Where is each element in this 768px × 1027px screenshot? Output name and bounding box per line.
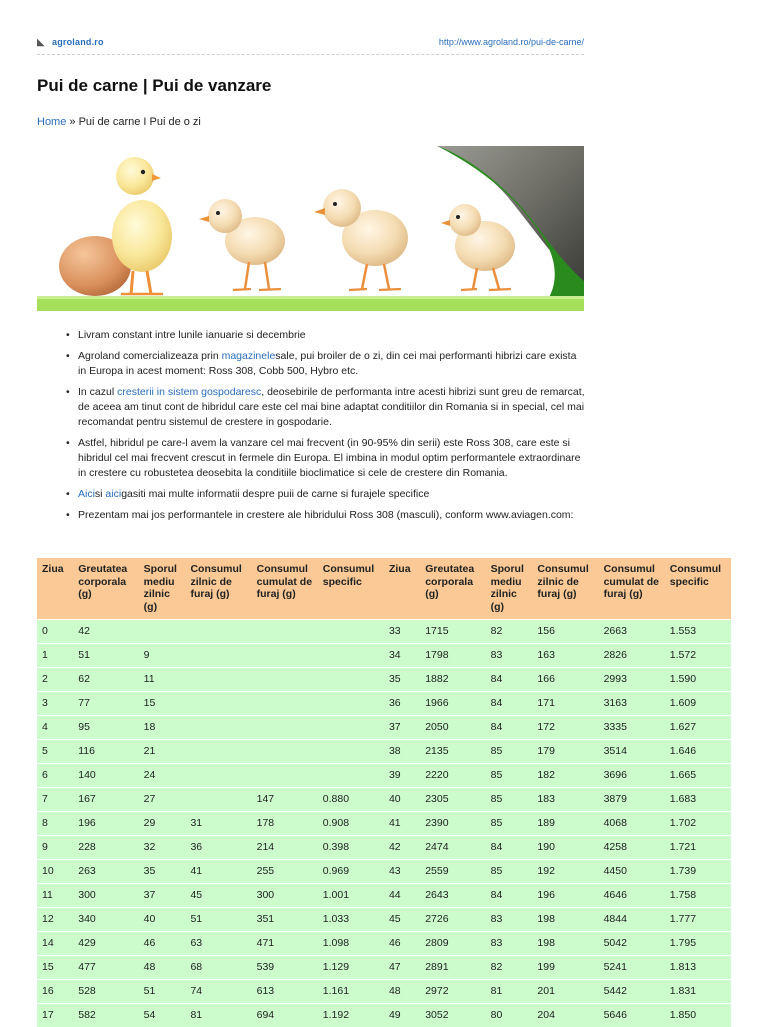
table-cell: 1966 xyxy=(420,692,485,716)
table-cell: 300 xyxy=(73,884,138,908)
table-cell xyxy=(185,740,251,764)
table-cell: 33 xyxy=(384,620,420,644)
table-cell xyxy=(318,692,384,716)
table-cell: 85 xyxy=(486,740,533,764)
table-row xyxy=(37,740,731,764)
table-cell: 84 xyxy=(486,884,533,908)
table-cell: 1.098 xyxy=(318,932,384,956)
table-cell: 163 xyxy=(532,644,598,668)
column-header: Consumul specific xyxy=(318,558,384,620)
table-cell: 2726 xyxy=(420,908,485,932)
chicks-banner-image xyxy=(37,146,584,311)
table-row xyxy=(37,956,731,980)
column-header: Sporul mediu zilnic (g) xyxy=(139,558,186,620)
list-item xyxy=(66,328,586,343)
table-row xyxy=(37,668,731,692)
table-row xyxy=(37,716,731,740)
table-cell: 2809 xyxy=(420,932,485,956)
table-cell: 27 xyxy=(139,788,186,812)
table-cell: 5 xyxy=(37,740,73,764)
table-row xyxy=(37,836,731,860)
table-cell: 1.758 xyxy=(665,884,731,908)
table-cell: 0 xyxy=(37,620,73,644)
column-header: Consumul cumulat de furaj (g) xyxy=(252,558,318,620)
table-row xyxy=(37,980,731,1004)
table-cell: 1.683 xyxy=(665,788,731,812)
table-cell: 2972 xyxy=(420,980,485,1004)
table-cell: 694 xyxy=(252,1004,318,1027)
table-row xyxy=(37,644,731,668)
bullet-text: Prezentam mai jos performantele in crestere ale hibridului Ross 308 (masculi), conform www.aviagen.com: xyxy=(78,509,573,521)
table-cell: 2220 xyxy=(420,764,485,788)
table-cell: 35 xyxy=(139,860,186,884)
site-brand[interactable] xyxy=(37,37,104,48)
table-cell: 183 xyxy=(532,788,598,812)
table-cell: 84 xyxy=(486,692,533,716)
table-cell xyxy=(252,764,318,788)
table-cell: 1.161 xyxy=(318,980,384,1004)
table-cell: 429 xyxy=(73,932,138,956)
agroland-logo-icon: ◣ xyxy=(37,37,49,48)
table-cell: 42 xyxy=(73,620,138,644)
table-cell: 201 xyxy=(532,980,598,1004)
table-cell: 38 xyxy=(384,740,420,764)
table-cell: 2559 xyxy=(420,860,485,884)
table-cell: 1.553 xyxy=(665,620,731,644)
list-item xyxy=(66,487,586,502)
table-cell: 83 xyxy=(486,908,533,932)
table-cell: 4844 xyxy=(599,908,665,932)
table-cell: 31 xyxy=(185,812,251,836)
table-cell xyxy=(252,620,318,644)
table-cell: 3514 xyxy=(599,740,665,764)
table-cell: 84 xyxy=(486,668,533,692)
table-cell: 24 xyxy=(139,764,186,788)
table-cell: 116 xyxy=(73,740,138,764)
table-cell: 2826 xyxy=(599,644,665,668)
table-cell: 18 xyxy=(139,716,186,740)
table-cell: 45 xyxy=(384,908,420,932)
table-cell: 84 xyxy=(486,716,533,740)
table-body xyxy=(37,620,731,1027)
table-cell: 140 xyxy=(73,764,138,788)
column-header: Consumul zilnic de furaj (g) xyxy=(532,558,598,620)
table-cell: 1 xyxy=(37,644,73,668)
table-cell: 68 xyxy=(185,956,251,980)
table-cell: 196 xyxy=(73,812,138,836)
site-name: agroland.ro xyxy=(52,37,104,47)
list-item xyxy=(66,385,586,430)
table-cell: 83 xyxy=(486,644,533,668)
table-cell: 3335 xyxy=(599,716,665,740)
table-cell: 46 xyxy=(384,932,420,956)
page-url-link[interactable]: http://www.agroland.ro/pui-de-carne/ xyxy=(439,37,584,47)
table-cell: 39 xyxy=(384,764,420,788)
table-row xyxy=(37,1004,731,1027)
column-header: Sporul mediu zilnic (g) xyxy=(486,558,533,620)
table-cell: 2390 xyxy=(420,812,485,836)
table-cell: 3 xyxy=(37,692,73,716)
table-cell: 6 xyxy=(37,764,73,788)
table-cell: 63 xyxy=(185,932,251,956)
table-cell: 582 xyxy=(73,1004,138,1027)
table-cell xyxy=(252,692,318,716)
table-cell: 167 xyxy=(73,788,138,812)
table-row xyxy=(37,764,731,788)
breadcrumb-separator: » xyxy=(66,116,78,128)
table-cell: 37 xyxy=(384,716,420,740)
table-cell xyxy=(252,740,318,764)
column-header: Ziua xyxy=(384,558,420,620)
table-cell: 14 xyxy=(37,932,73,956)
table-cell: 9 xyxy=(37,836,73,860)
table-cell xyxy=(139,620,186,644)
table-cell: 528 xyxy=(73,980,138,1004)
table-cell: 80 xyxy=(486,1004,533,1027)
table-cell: 2050 xyxy=(420,716,485,740)
table-cell: 4646 xyxy=(599,884,665,908)
table-cell: 1.795 xyxy=(665,932,731,956)
bullet-text: Agroland comercializeaza prin xyxy=(78,350,222,362)
table-cell: 1.665 xyxy=(665,764,731,788)
table-cell: 16 xyxy=(37,980,73,1004)
bullet-text: Livram constant intre lunile ianuarie si decembrie xyxy=(78,329,306,341)
table-cell: 40 xyxy=(384,788,420,812)
breadcrumb-current: Pui de carne I Pui de o zi xyxy=(79,116,201,128)
table-cell: 48 xyxy=(139,956,186,980)
list-item xyxy=(66,508,586,523)
table-cell: 0.908 xyxy=(318,812,384,836)
table-header-row xyxy=(37,558,731,620)
table-cell: 83 xyxy=(486,932,533,956)
table-cell: 2993 xyxy=(599,668,665,692)
table-cell: 172 xyxy=(532,716,598,740)
table-cell: 2474 xyxy=(420,836,485,860)
table-cell xyxy=(185,668,251,692)
bullet-text: In cazul xyxy=(78,386,117,398)
crestere-gospodaresc-link[interactable]: cresterii in sistem gospodaresc xyxy=(117,386,261,398)
table-cell: 189 xyxy=(532,812,598,836)
table-cell: 11 xyxy=(37,884,73,908)
table-cell: 178 xyxy=(252,812,318,836)
table-cell xyxy=(185,644,251,668)
table-cell: 37 xyxy=(139,884,186,908)
table-cell: 179 xyxy=(532,740,598,764)
table-cell: 15 xyxy=(139,692,186,716)
table-cell: 34 xyxy=(384,644,420,668)
table-cell: 48 xyxy=(384,980,420,1004)
table-row xyxy=(37,812,731,836)
table-cell: 613 xyxy=(252,980,318,1004)
table-cell: 51 xyxy=(185,908,251,932)
column-header: Consumul specific xyxy=(665,558,731,620)
magazinele-link[interactable]: magazinele xyxy=(222,350,276,362)
table-cell: 4450 xyxy=(599,860,665,884)
table-cell: 2643 xyxy=(420,884,485,908)
table-cell xyxy=(318,764,384,788)
table-cell: 85 xyxy=(486,764,533,788)
table-cell: 3163 xyxy=(599,692,665,716)
table-cell: 4 xyxy=(37,716,73,740)
column-header: Consumul zilnic de furaj (g) xyxy=(185,558,251,620)
table-cell: 5042 xyxy=(599,932,665,956)
table-cell: 1.850 xyxy=(665,1004,731,1027)
table-cell: 198 xyxy=(532,932,598,956)
table-cell: 196 xyxy=(532,884,598,908)
table-cell: 166 xyxy=(532,668,598,692)
table-cell xyxy=(185,692,251,716)
table-cell: 340 xyxy=(73,908,138,932)
table-row xyxy=(37,884,731,908)
table-cell: 51 xyxy=(139,980,186,1004)
table-cell: 35 xyxy=(384,668,420,692)
table-cell: 45 xyxy=(185,884,251,908)
table-cell: 1.609 xyxy=(665,692,731,716)
table-cell: 41 xyxy=(185,860,251,884)
table-cell: 539 xyxy=(252,956,318,980)
table-cell: 351 xyxy=(252,908,318,932)
table-cell: 2135 xyxy=(420,740,485,764)
table-cell: 81 xyxy=(185,1004,251,1027)
breadcrumb xyxy=(37,116,201,128)
table-cell: 3696 xyxy=(599,764,665,788)
table-cell: 192 xyxy=(532,860,598,884)
table-cell: 9 xyxy=(139,644,186,668)
table-cell: 29 xyxy=(139,812,186,836)
table-cell xyxy=(318,740,384,764)
table-cell: 1.739 xyxy=(665,860,731,884)
table-cell: 1.702 xyxy=(665,812,731,836)
table-cell: 49 xyxy=(384,1004,420,1027)
table-cell: 2305 xyxy=(420,788,485,812)
table-cell: 77 xyxy=(73,692,138,716)
table-cell: 2663 xyxy=(599,620,665,644)
table-cell: 0.880 xyxy=(318,788,384,812)
document-header xyxy=(37,34,584,55)
table-cell xyxy=(318,644,384,668)
table-cell: 8 xyxy=(37,812,73,836)
table-row xyxy=(37,860,731,884)
table-cell: 147 xyxy=(252,788,318,812)
bullet-text: , deosebirile de performanta intre acesti hibrizi sunt greu de remarcat, de aceea am tinut cont de hibridul care este cel mai bine adaptat conditiilor din Romania si in special, cel mai recomandat pentru sistemul de crestere in gospodarie. xyxy=(78,386,585,428)
table-cell: 5442 xyxy=(599,980,665,1004)
table-cell xyxy=(318,668,384,692)
table-cell: 11 xyxy=(139,668,186,692)
table-cell: 82 xyxy=(486,620,533,644)
table-cell: 41 xyxy=(384,812,420,836)
table-cell xyxy=(185,764,251,788)
table-cell: 204 xyxy=(532,1004,598,1027)
table-cell: 7 xyxy=(37,788,73,812)
table-cell xyxy=(185,620,251,644)
table-cell: 199 xyxy=(532,956,598,980)
table-cell: 36 xyxy=(384,692,420,716)
table-cell: 3879 xyxy=(599,788,665,812)
table-cell: 15 xyxy=(37,956,73,980)
table-cell: 214 xyxy=(252,836,318,860)
table-cell: 1798 xyxy=(420,644,485,668)
column-header: Ziua xyxy=(37,558,73,620)
table-cell: 156 xyxy=(532,620,598,644)
table-cell xyxy=(252,668,318,692)
table-cell: 10 xyxy=(37,860,73,884)
table-cell: 1.627 xyxy=(665,716,731,740)
table-cell: 1.001 xyxy=(318,884,384,908)
bullet-text: Astfel, hibridul pe care-l avem la vanzare cel mai frecvent (in 90-95% din serii) este Ross 308, care este si hibridul cel mai frecvent crescut in fermele din Europa. El imbina in modul optim performantele extraordinare in crestere cu robustetea deosebita la conditiile bioclimatice si cele de crestere din Romania. xyxy=(78,437,580,479)
table-cell: 42 xyxy=(384,836,420,860)
table-cell: 46 xyxy=(139,932,186,956)
table-cell: 85 xyxy=(486,812,533,836)
table-cell: 5646 xyxy=(599,1004,665,1027)
table-cell: 4258 xyxy=(599,836,665,860)
table-cell: 51 xyxy=(73,644,138,668)
table-row xyxy=(37,908,731,932)
bullet-text: si xyxy=(95,488,106,500)
table-row xyxy=(37,932,731,956)
column-header: Greutatea corporala (g) xyxy=(420,558,485,620)
table-cell: 1.777 xyxy=(665,908,731,932)
table-cell: 95 xyxy=(73,716,138,740)
table-cell: 255 xyxy=(252,860,318,884)
table-cell: 1882 xyxy=(420,668,485,692)
column-header: Consumul cumulat de furaj (g) xyxy=(599,558,665,620)
table-cell: 2891 xyxy=(420,956,485,980)
table-cell: 1.590 xyxy=(665,668,731,692)
bullet-text: sale, pui broiler de o zi, din cei mai performanti hibrizi care exista in Europa in acest moment: Ross 308, Cobb 500, Hybro etc. xyxy=(78,350,576,377)
table-cell xyxy=(252,716,318,740)
table-cell: 85 xyxy=(486,788,533,812)
table-cell: 1.646 xyxy=(665,740,731,764)
bullet-text: gasiti mai multe informatii despre puii de carne si furajele specifice xyxy=(121,488,429,500)
aici-link-1[interactable]: Aici xyxy=(78,488,95,500)
table-cell: 0.969 xyxy=(318,860,384,884)
list-item xyxy=(66,349,586,379)
table-cell: 1.033 xyxy=(318,908,384,932)
table-cell xyxy=(185,788,251,812)
column-header: Greutatea corporala (g) xyxy=(73,558,138,620)
table-cell: 84 xyxy=(486,836,533,860)
table-cell: 263 xyxy=(73,860,138,884)
table-cell: 1.831 xyxy=(665,980,731,1004)
table-cell: 3052 xyxy=(420,1004,485,1027)
table-cell: 62 xyxy=(73,668,138,692)
table-row xyxy=(37,788,731,812)
table-cell: 1.721 xyxy=(665,836,731,860)
table-cell: 47 xyxy=(384,956,420,980)
breadcrumb-home-link[interactable]: Home xyxy=(37,116,66,128)
table-cell: 81 xyxy=(486,980,533,1004)
table-cell: 2 xyxy=(37,668,73,692)
table-cell: 1715 xyxy=(420,620,485,644)
table-cell: 40 xyxy=(139,908,186,932)
table-cell: 4068 xyxy=(599,812,665,836)
aici-link-2[interactable]: aici xyxy=(105,488,121,500)
table-cell: 190 xyxy=(532,836,598,860)
table-cell xyxy=(318,716,384,740)
table-cell xyxy=(318,620,384,644)
table-cell: 171 xyxy=(532,692,598,716)
table-cell: 82 xyxy=(486,956,533,980)
table-row xyxy=(37,620,731,644)
table-cell: 54 xyxy=(139,1004,186,1027)
table-cell: 1.192 xyxy=(318,1004,384,1027)
page-title: Pui de carne | Pui de vanzare xyxy=(37,76,271,96)
table-cell: 5241 xyxy=(599,956,665,980)
table-cell: 198 xyxy=(532,908,598,932)
table-cell: 85 xyxy=(486,860,533,884)
table-cell: 32 xyxy=(139,836,186,860)
table-cell: 228 xyxy=(73,836,138,860)
table-cell: 44 xyxy=(384,884,420,908)
list-item xyxy=(66,436,586,481)
ross308-growth-table xyxy=(37,558,731,1027)
table-cell: 0.398 xyxy=(318,836,384,860)
table-cell xyxy=(185,716,251,740)
table-cell: 300 xyxy=(252,884,318,908)
table-cell: 74 xyxy=(185,980,251,1004)
table-cell: 1.129 xyxy=(318,956,384,980)
table-cell: 36 xyxy=(185,836,251,860)
table-cell: 471 xyxy=(252,932,318,956)
info-bullet-list xyxy=(66,328,586,529)
table-cell: 12 xyxy=(37,908,73,932)
table-cell: 1.572 xyxy=(665,644,731,668)
table-cell: 21 xyxy=(139,740,186,764)
table-cell: 17 xyxy=(37,1004,73,1027)
table-cell: 477 xyxy=(73,956,138,980)
table-row xyxy=(37,692,731,716)
table-cell xyxy=(252,644,318,668)
table-cell: 182 xyxy=(532,764,598,788)
table-cell: 43 xyxy=(384,860,420,884)
table-cell: 1.813 xyxy=(665,956,731,980)
